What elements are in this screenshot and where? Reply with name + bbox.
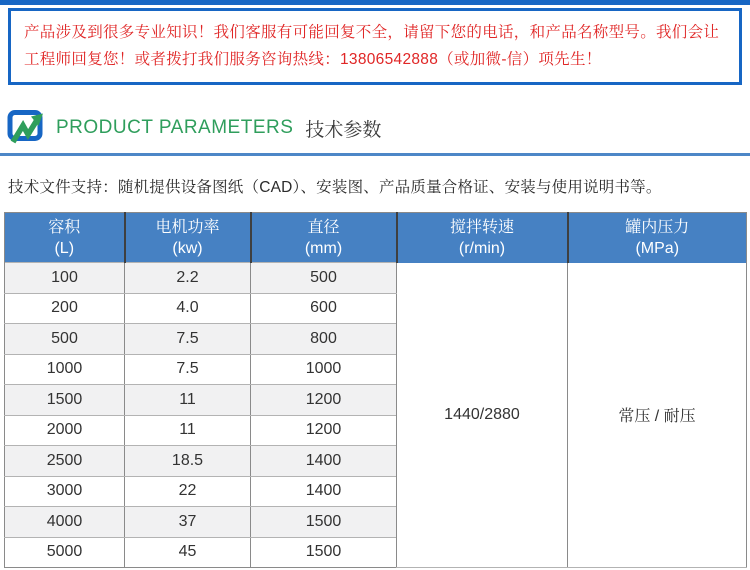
col-label: 容积	[48, 218, 81, 236]
cell-volume: 1000	[5, 354, 125, 385]
cell-volume: 2000	[5, 415, 125, 446]
table-header-row	[5, 213, 747, 263]
notice-banner	[8, 8, 742, 85]
col-unit: (r/min)	[458, 239, 506, 257]
cell-stirring-speed-merged: 1440/2880	[397, 263, 568, 568]
cell-volume: 3000	[5, 476, 125, 507]
cell-power: 7.5	[125, 354, 251, 385]
col-unit: (mm)	[304, 239, 343, 257]
top-divider-strip	[0, 0, 750, 5]
section-heading	[6, 108, 750, 148]
cell-volume: 4000	[5, 507, 125, 538]
cell-volume: 500	[5, 324, 125, 355]
cell-diameter: 600	[251, 293, 397, 324]
col-header-diameter	[251, 213, 397, 263]
cell-power: 7.5	[125, 324, 251, 355]
cell-diameter: 1500	[251, 537, 397, 568]
cell-diameter: 1400	[251, 476, 397, 507]
cell-volume: 100	[5, 263, 125, 294]
section-title-en: PRODUCT PARAMETERS	[56, 117, 294, 138]
cell-power: 18.5	[125, 446, 251, 477]
col-unit: (MPa)	[635, 239, 680, 257]
cell-volume: 2500	[5, 446, 125, 477]
cell-diameter: 1400	[251, 446, 397, 477]
parameters-table	[4, 212, 747, 568]
cell-diameter: 1200	[251, 415, 397, 446]
cell-power: 2.2	[125, 263, 251, 294]
trend-arrow-logo-icon	[6, 109, 48, 147]
col-label: 搅拌转速	[449, 218, 514, 236]
col-header-tank-pressure	[568, 213, 747, 263]
cell-power: 22	[125, 476, 251, 507]
cell-power: 37	[125, 507, 251, 538]
notice-banner-text: 产品涉及到很多专业知识！我们客服有可能回复不全，请留下您的电话，和产品名称型号。我们会让工程师回复您！或者拨打我们服务咨询热线：13806542888（或加微-信）项先生！	[24, 24, 720, 68]
col-header-volume	[5, 213, 125, 263]
cell-diameter: 1000	[251, 354, 397, 385]
cell-power: 11	[125, 385, 251, 416]
cell-diameter: 800	[251, 324, 397, 355]
col-label: 直径	[307, 218, 340, 236]
heading-underline	[0, 153, 750, 156]
cell-diameter: 500	[251, 263, 397, 294]
section-title-zh: 技术参数	[305, 119, 382, 141]
col-label: 电机功率	[155, 218, 220, 236]
cell-power: 45	[125, 537, 251, 568]
cell-volume: 1500	[5, 385, 125, 416]
table-row	[5, 263, 747, 294]
cell-diameter: 1500	[251, 507, 397, 538]
intro-text: 技术文件支持：随机提供设备图纸（CAD）、安装图、产品质量合格证、安装与使用说明书等。	[8, 179, 662, 196]
cell-volume: 5000	[5, 537, 125, 568]
col-label: 罐内压力	[625, 218, 690, 236]
col-header-motor-power	[125, 213, 251, 263]
cell-power: 4.0	[125, 293, 251, 324]
cell-power: 11	[125, 415, 251, 446]
col-unit: (kw)	[172, 239, 203, 257]
cell-diameter: 1200	[251, 385, 397, 416]
col-header-stirring-speed	[397, 213, 568, 263]
cell-tank-pressure-merged: 常压 / 耐压	[568, 263, 747, 568]
col-unit: (L)	[54, 239, 75, 257]
cell-volume: 200	[5, 293, 125, 324]
